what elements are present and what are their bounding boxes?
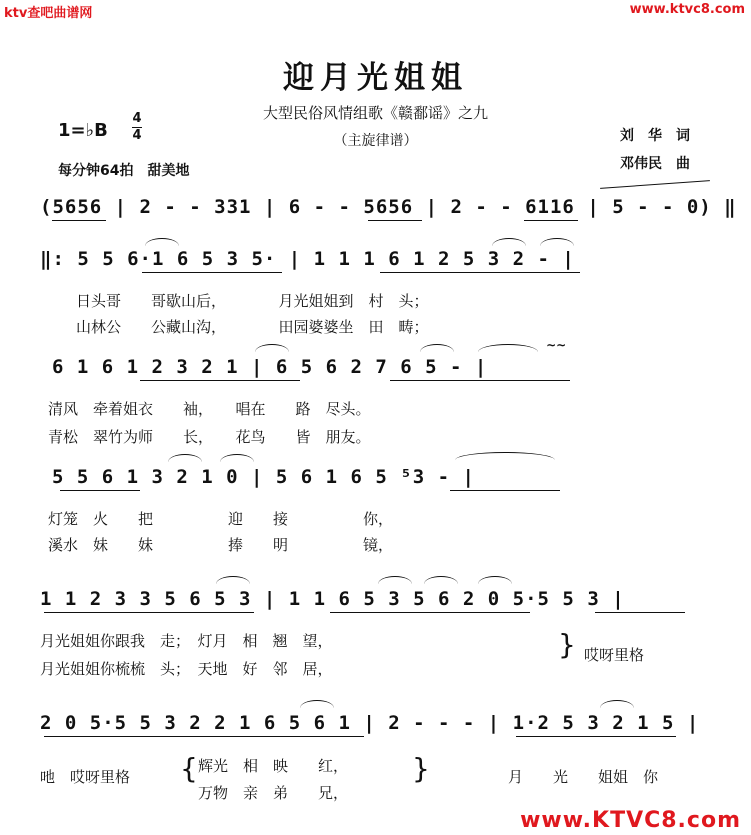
beam-line xyxy=(44,612,254,613)
slur-mark xyxy=(300,700,334,708)
beam-line xyxy=(140,380,300,381)
slur-mark xyxy=(145,238,179,246)
composer-credit: 邓伟民 曲 xyxy=(620,156,690,172)
system-3-lyric-2: 溪水 妹 妹 捧 明 镜， xyxy=(48,536,394,554)
slur-mark xyxy=(455,452,555,460)
system-4-lyric-2: 月光姐姐你梳梳 头； 天地 好 邻 居， xyxy=(40,660,333,678)
beam-line xyxy=(380,272,580,273)
beam-line xyxy=(595,612,685,613)
system-5-lyric-2: 万物 亲 弟 兄， xyxy=(198,784,349,802)
slur-mark xyxy=(420,344,454,352)
system-5-notes: 2 0 5·5 5 3 2 2 1 6 5 6 1 | 2 - - - | 1·2 5 3 2 1 5 | xyxy=(40,712,700,734)
intro-notes: (5656 | 2 - - 331 | 6 - - 5656 | 2 - - 6116 | 5 - - 0) ‖ xyxy=(40,196,737,218)
watermark-top-left: ktv查吧曲谱网 xyxy=(4,6,93,21)
beam-line xyxy=(524,220,578,221)
system-5-lyric-1: 辉光 相 映 红， xyxy=(198,757,349,775)
slur-mark xyxy=(168,454,202,462)
system-5-lead: 吔 哎呀里格 xyxy=(40,768,131,786)
system-3-notes: 5 5 6 1 3 2 1 0 | 5 6 1 6 5 ⁵3 - | xyxy=(52,466,475,488)
beam-line xyxy=(60,490,140,491)
system-5-tail: 月 光 姐姐 你 xyxy=(508,768,659,786)
song-subtitle: 大型民俗风情组歌《赣鄱谣》之九 xyxy=(262,104,488,122)
mordent-mark: ∼∼ xyxy=(546,338,567,352)
lyricist-credit: 刘 华 词 xyxy=(620,128,690,144)
beam-line xyxy=(330,612,530,613)
slur-mark xyxy=(540,238,574,246)
slur-mark xyxy=(220,454,254,462)
key-signature: 1=♭B xyxy=(58,120,108,141)
watermark-top-right: www.ktvc8.com xyxy=(629,2,745,17)
system-3-lyric-1: 灯笼 火 把 迎 接 你， xyxy=(48,510,394,528)
system-2-lyric-1: 清风 牵着姐衣 袖， 唱在 路 尽头。 xyxy=(48,400,371,418)
time-signature xyxy=(132,112,142,143)
slur-mark xyxy=(216,576,250,584)
system-4-refrain: 哎呀里格 xyxy=(584,646,645,664)
system-2-lyric-2: 青松 翠竹为师 长， 花鸟 皆 朋友。 xyxy=(48,428,371,446)
beam-line xyxy=(390,380,570,381)
lyric-brace: { xyxy=(180,752,198,785)
time-denominator: 4 xyxy=(132,128,142,143)
slur-mark xyxy=(424,576,458,584)
system-1-lyric-1: 日头哥 哥歇山后， 月光姐姐到 村 头； xyxy=(76,292,429,310)
beam-line xyxy=(52,220,106,221)
beam-line xyxy=(516,736,676,737)
lyric-brace: } xyxy=(558,628,576,661)
slur-mark xyxy=(600,700,634,708)
slur-mark xyxy=(478,576,512,584)
score-note: （主旋律谱） xyxy=(333,133,418,149)
beam-line xyxy=(450,490,560,491)
slur-mark xyxy=(255,344,289,352)
slur-mark xyxy=(478,344,538,352)
system-2-notes: 6 1 6 1 2 3 2 1 | 6 5 6 2 7 6 5 - | xyxy=(52,356,488,378)
tempo-marking: 每分钟64拍 甜美地 xyxy=(58,163,190,179)
watermark-bottom-right: www.KTVC8.com xyxy=(520,808,741,833)
system-4-lyric-1: 月光姐姐你跟我 走； 灯月 相 翘 望， xyxy=(40,632,333,650)
slur-mark xyxy=(378,576,412,584)
beam-line xyxy=(368,220,422,221)
slur-mark xyxy=(492,238,526,246)
system-1-notes: ‖: 5 5 6·1 6 5 3 5· | 1 1 1 6 1 2 5 3 2 - | xyxy=(40,248,575,270)
time-numerator: 4 xyxy=(132,111,142,126)
decrescendo-mark xyxy=(600,180,710,189)
beam-line xyxy=(44,736,364,737)
system-4-notes: 1 1 2 3 3 5 6 5 3 | 1 1 6 5 3 5 6 2 0 5·5 5 3 | xyxy=(40,588,625,610)
song-title: 迎月光姐姐 xyxy=(283,60,468,96)
lyric-brace: } xyxy=(412,752,430,785)
system-1-lyric-2: 山林公 公藏山沟， 田园婆婆坐 田 畴； xyxy=(76,318,429,336)
beam-line xyxy=(142,272,282,273)
